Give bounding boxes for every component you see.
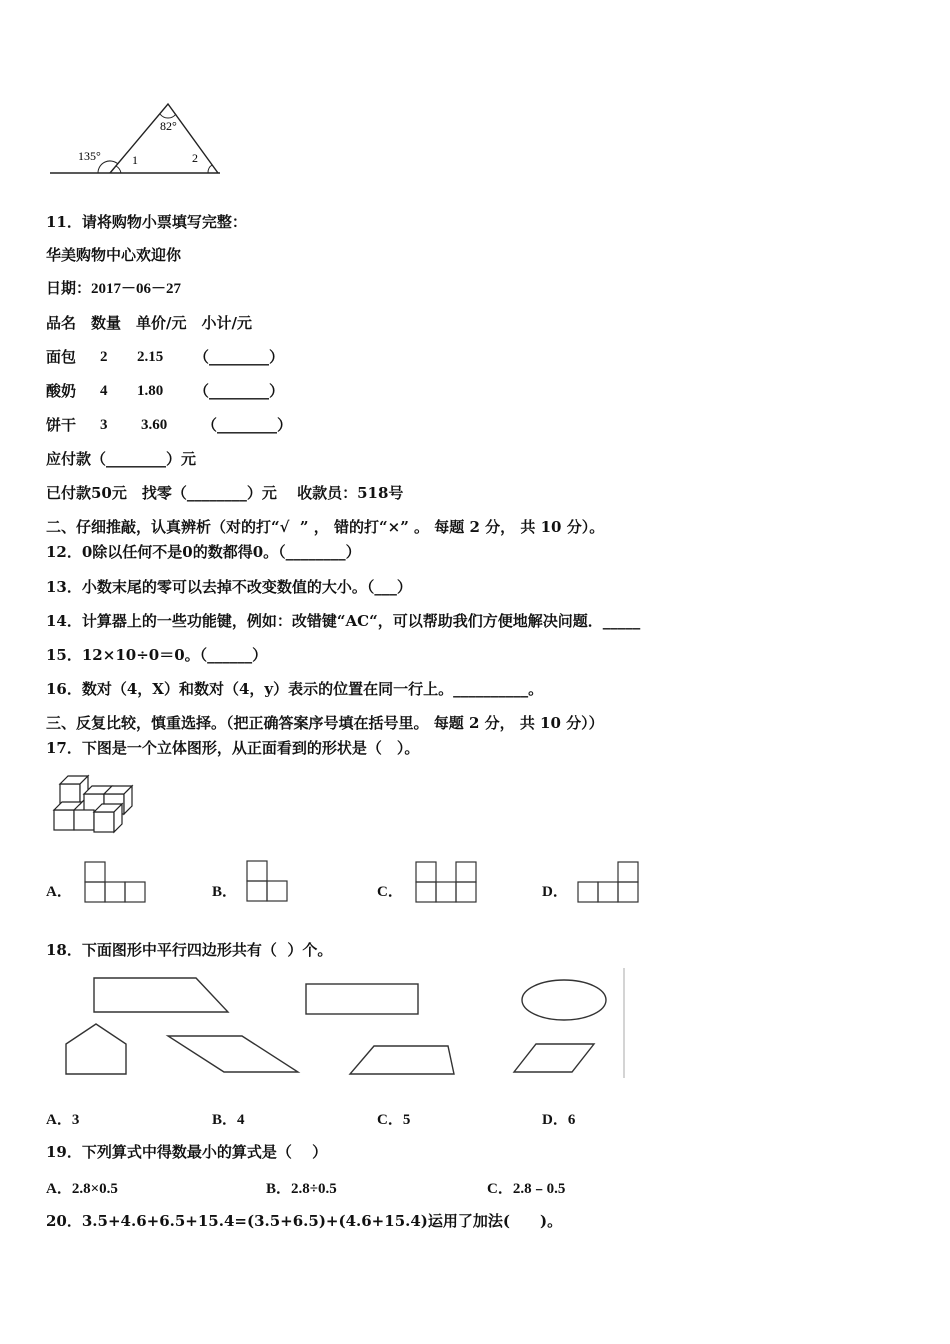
q11-title: 11．请将购物小票填写完整：: [46, 213, 247, 231]
q16-text[interactable]: 16．数对（4，X）和数对（4，y）表示的位置在同一行上。__________。: [46, 680, 544, 698]
item-price: 1.80: [137, 383, 164, 399]
q19-text: 19．下列算式中得数最小的算式是（ ）: [46, 1143, 328, 1161]
item-name: 面包: [46, 348, 77, 366]
receipt-paid[interactable]: 已付款50元 找零（________）元 收款员：518号: [46, 484, 404, 502]
q17-option-c-shape: [415, 860, 479, 904]
q17-option-d-shape: [577, 860, 641, 904]
q19-option-c[interactable]: C．2.8﹣0.5: [487, 1181, 566, 1197]
item-qty: 2: [100, 349, 108, 365]
q12-text[interactable]: 12．0除以任何不是0的数都得0。（________）: [46, 543, 361, 561]
q15-text[interactable]: 15．12×10÷0＝0。（______）: [46, 646, 268, 664]
receipt-payable[interactable]: 应付款（________）元: [46, 450, 197, 468]
angle-135-label: 135°: [78, 149, 101, 163]
q17-option-a[interactable]: A．: [46, 884, 72, 900]
q17-option-a-shape: [84, 860, 146, 904]
q20-text[interactable]: 20．3.5+4.6+6.5+15.4=(3.5+6.5)+(4.6+15.4)运用了加法( )。: [46, 1212, 563, 1230]
q14-text[interactable]: 14．计算器上的一些功能键，例如：改错键“AC“，可以帮助我们方便地解决问题．_____: [46, 612, 641, 630]
section-3-heading: 三、反复比较，慎重选择。（把正确答案序号填在括号里。 每题 2 分， 共 10 分））: [46, 714, 604, 732]
q18-option-c[interactable]: C．5: [377, 1112, 411, 1128]
item-subtotal-blank[interactable]: （________）: [194, 382, 285, 400]
triangle-angle-figure: [48, 98, 228, 178]
item-qty: 4: [100, 383, 108, 399]
q19-option-a[interactable]: A．2.8×0.5: [46, 1181, 118, 1197]
q18-shapes-figure: [56, 966, 636, 1082]
item-qty: 3: [100, 417, 108, 433]
item-price: 3.60: [141, 417, 168, 433]
section-2-heading: 二、仔细推敲，认真辨析（对的打“√ ” ， 错的打“×” 。 每题 2 分， 共 10 分）。: [46, 518, 605, 536]
receipt-store: 华美购物中心欢迎你: [46, 246, 182, 264]
angle-82-label: 82°: [160, 119, 177, 133]
angle-1-label: 1: [132, 153, 138, 167]
q17-option-b[interactable]: B．: [212, 884, 238, 900]
q18-option-a[interactable]: A．3: [46, 1112, 80, 1128]
item-price: 2.15: [137, 349, 164, 365]
q18-option-d[interactable]: D．6: [542, 1112, 576, 1128]
q17-option-d[interactable]: D．: [542, 884, 568, 900]
cube-solid-figure: [50, 772, 134, 836]
q17-option-c[interactable]: C．: [377, 884, 403, 900]
q18-text: 18．下面图形中平行四边形共有（ ）个。: [46, 941, 333, 959]
q13-text[interactable]: 13．小数末尾的零可以去掉不改变数值的大小。（___）: [46, 578, 412, 596]
q19-option-b[interactable]: B．2.8÷0.5: [266, 1181, 337, 1197]
item-name: 饼干: [46, 416, 77, 434]
receipt-header: 品名 数量 单价/元 小计/元: [46, 314, 252, 332]
item-subtotal-blank[interactable]: （________）: [202, 416, 293, 434]
q17-option-b-shape: [246, 859, 290, 903]
q17-text: 17．下图是一个立体图形，从正面看到的形状是（ ）。: [46, 739, 420, 757]
item-name: 酸奶: [46, 382, 77, 400]
receipt-date: 日期：2017－06－27: [46, 281, 182, 297]
angle-2-label: 2: [192, 151, 198, 165]
q18-option-b[interactable]: B．4: [212, 1112, 245, 1128]
item-subtotal-blank[interactable]: （________）: [194, 348, 285, 366]
